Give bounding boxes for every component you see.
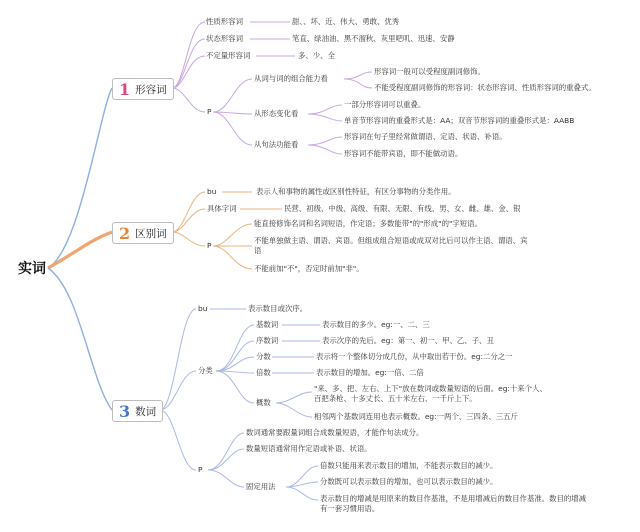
branch-number: 2 — [119, 223, 131, 243]
num-p-item-3: 固定用法 — [246, 482, 276, 491]
branch-numeral[interactable] — [112, 400, 163, 422]
adj-category-2: 状态形容词 — [206, 34, 243, 43]
num-type-1-text: 表示数目的多少。eg:一、二、三 — [322, 320, 430, 329]
adj-p-node: P — [207, 107, 212, 116]
adj-p3-item-a: 形容词在句子里经常做谓语、定语、状语、补语。 — [344, 132, 507, 141]
dist-examples-text: 民营、初级、中级、高级、有限、无限、有线、男、女、雌、雄、金、银 — [284, 204, 521, 213]
num-type-3: 分数 — [256, 352, 271, 361]
num-type-1: 基数词 — [256, 320, 279, 329]
num-fixed-usage-a: 倍数只能用来表示数目的增加，不能表示数目的减少。 — [320, 461, 498, 470]
dist-bu-node: bu — [207, 187, 217, 196]
num-p-item-2: 数量短语通常用作定语或补语、状语。 — [246, 444, 372, 453]
num-type-4: 倍数 — [256, 368, 271, 377]
adj-p3-title: 从句法功能看 — [254, 140, 299, 149]
adj-p1-title: 从词与词的组合能力看 — [254, 74, 328, 83]
branch-label: 数词 — [135, 405, 157, 418]
num-p-node: P — [198, 465, 203, 474]
branch-number: 3 — [119, 401, 131, 421]
branch-number: 1 — [119, 79, 131, 99]
adj-p1-item-b: 不能受程度副词修饰的形容词：状态形容词、性质形容词的重叠式。 — [374, 83, 596, 92]
adj-p2-title: 从形态变化看 — [254, 109, 299, 118]
num-classification-node: 分类 — [198, 366, 213, 375]
adj-category-1-examples: 甜、、坏、近、伟大、勇敢、优秀 — [292, 17, 400, 26]
branch-label: 区别词 — [135, 227, 167, 240]
dist-examples-title: 具体字词 — [207, 204, 237, 213]
num-type-5-item-b: 相邻两个基数词连用也表示概数。eg:一两个、三四条、三五斤 — [314, 412, 518, 421]
num-type-5-item-a: "来、多、把、左右、上下"放在数词或数量短语的后面。eg:十来个人、百把条枪、十多丈长、五十米左右、一千斤上下。 — [314, 384, 547, 403]
num-type-5: 概数 — [256, 398, 271, 407]
adj-p2-item-a: 一部分形容词可以重叠。 — [344, 100, 426, 109]
num-type-4-text: 表示数目的增加。eg:一倍、二倍 — [316, 368, 424, 377]
adj-category-2-examples: 笔直、绿油油、黑不溜秋、灰里吧叽、迅速、安静 — [292, 34, 455, 43]
dist-bu-text: 表示人和事物的属性或区别性特征，有区分事物的分类作用。 — [256, 187, 456, 196]
adj-category-3: 不定量形容词 — [206, 51, 251, 60]
branch-distinguishing-word[interactable] — [112, 222, 174, 244]
num-fixed-usage-b: 分数既可以表示数目的增加，也可以表示数目的减少。 — [320, 477, 498, 486]
adj-category-1: 性质形容词 — [206, 17, 243, 26]
num-bu-text: 表示数目或次序。 — [248, 304, 308, 313]
dist-p-node: P — [207, 241, 212, 250]
dist-p-item-3: 不能前加"不"，否定时前加"非"。 — [254, 264, 364, 273]
root-node: 实词 — [18, 261, 46, 277]
adj-p2-item-b: 单音节形容词的重叠形式是：AA；双音节形容词的重叠形式是：AABB — [344, 116, 575, 125]
num-type-3-text: 表示将一个整体切分成几份，从中取出若干份。eg:二分之一 — [316, 352, 513, 361]
num-type-2: 序数词 — [256, 336, 279, 345]
dist-p-item-2: 不能单独做主语、谓语、宾语。但组成组合短语或成双对比后可以作主语、谓语、宾语 — [254, 236, 528, 255]
num-p-item-1: 数词通常要跟量词组合成数量短语，才能作句法成分。 — [246, 428, 424, 437]
branch-adjective[interactable] — [112, 78, 174, 100]
adj-p1-item-a: 形容词一般可以受程度副词修饰。 — [374, 67, 485, 76]
num-fixed-usage-c: 表示数目的增减是用原来的数目作基准，不是用增减后的数目作基准。数目的增减有一套习惯用语。 — [320, 494, 587, 513]
dist-p-item-1: 能直接修饰名词和名词短语，作定语；多数能带"的"形成"的"字短语。 — [254, 219, 482, 228]
branch-label: 形容词 — [135, 83, 167, 96]
adj-category-3-examples: 多、少、全 — [298, 51, 335, 60]
num-bu-node: bu — [198, 304, 208, 313]
adj-p3-item-b: 形容词不能带宾语，即不能做动语。 — [344, 149, 463, 158]
num-type-2-text: 表示次序的先后。eg：第一、初一、甲、乙、子、丑 — [322, 336, 494, 345]
